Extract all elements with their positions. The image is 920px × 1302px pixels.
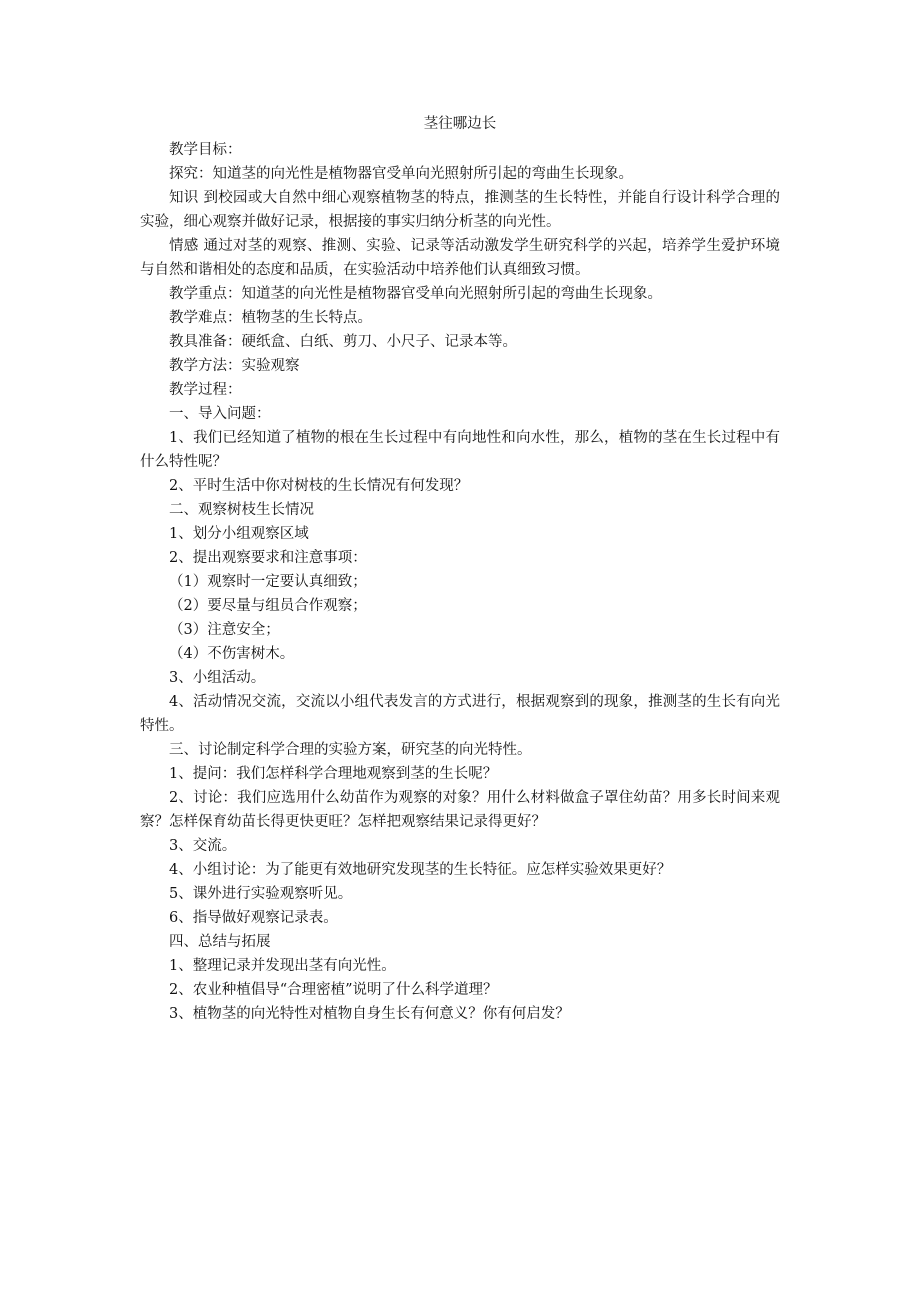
paragraph: （4）不伤害树木。: [169, 646, 295, 662]
paragraph: 2、讨论：我们应选用什么幼苗作为观察的对象？用什么材料做盒子罩住幼苗？用多长时间来观察？怎样保育幼苗长得更快更旺？怎样把观察结果记录得更好？: [140, 790, 780, 830]
paragraph: 教学过程：: [169, 382, 242, 398]
paragraph: 三、讨论制定科学合理的实验方案，研究茎的向光特性。: [169, 742, 532, 758]
paragraph: 探究：知道茎的向光性是植物器官受单向光照射所引起的弯曲生长现象。: [169, 166, 633, 182]
paragraph: 4、小组讨论：为了能更有效地研究发现茎的生长特征。应怎样实验效果更好？: [169, 862, 672, 878]
document-title: 茎往哪边长: [423, 116, 497, 132]
paragraph: 二、观察树枝生长情况: [169, 502, 314, 518]
paragraph: 知识 到校园或大自然中细心观察植物茎的特点，推测茎的生长特性，并能自行设计科学合理的实验，细心观察并做好记录，根据接的事实归纳分析茎的向光性。: [140, 190, 780, 230]
paragraph: （2）要尽量与组员合作观察；: [169, 598, 367, 614]
paragraph: 2、提出观察要求和注意事项：: [169, 550, 367, 566]
document-body: [140, 112, 780, 1026]
paragraph: 1、提问：我们怎样科学合理地观察到茎的生长呢？: [169, 766, 498, 782]
paragraph: 2、平时生活中你对树枝的生长情况有何发现？: [169, 478, 469, 494]
paragraph: 1、整理记录并发现出茎有向光性。: [169, 958, 396, 974]
paragraph: 一、导入问题：: [169, 406, 271, 422]
paragraph: 5、课外进行实验观察听见。: [169, 886, 353, 902]
paragraph: 四、总结与拓展: [169, 934, 271, 950]
paragraph: （1）观察时一定要认真细致；: [169, 574, 367, 590]
paragraph: 3、小组活动。: [169, 670, 266, 686]
paragraph: 6、指导做好观察记录表。: [169, 910, 338, 926]
paragraph: 3、植物茎的向光特性对植物自身生长有何意义？你有何启发？: [169, 1006, 570, 1022]
paragraph: （3）注意安全；: [169, 622, 280, 638]
paragraph-list: [140, 138, 780, 1026]
paragraph: 3、交流。: [169, 838, 237, 854]
paragraph: 4、活动情况交流，交流以小组代表发言的方式进行，根据观察到的现象，推测茎的生长有向光特性。: [140, 694, 780, 734]
paragraph: 1、我们已经知道了植物的根在生长过程中有向地性和向水性，那么，植物的茎在生长过程中有什么特性呢？: [140, 430, 780, 470]
paragraph: 2、农业种植倡导“合理密植”说明了什么科学道理？: [169, 982, 498, 998]
paragraph: 教学方法：实验观察: [169, 358, 300, 374]
paragraph: 教学难点：植物茎的生长特点。: [169, 310, 372, 326]
paragraph: 教学目标：: [169, 142, 242, 158]
paragraph: 1、划分小组观察区域: [169, 526, 309, 542]
paragraph: 教学重点：知道茎的向光性是植物器官受单向光照射所引起的弯曲生长现象。: [169, 286, 662, 302]
paragraph: 情感 通过对茎的观察、推测、实验、记录等活动激发学生研究科学的兴起，培养学生爱护环境与自然和谐相处的态度和品质，在实验活动中培养他们认真细致习惯。: [140, 238, 780, 278]
paragraph: 教具准备：硬纸盒、白纸、剪刀、小尺子、记录本等。: [169, 334, 517, 350]
